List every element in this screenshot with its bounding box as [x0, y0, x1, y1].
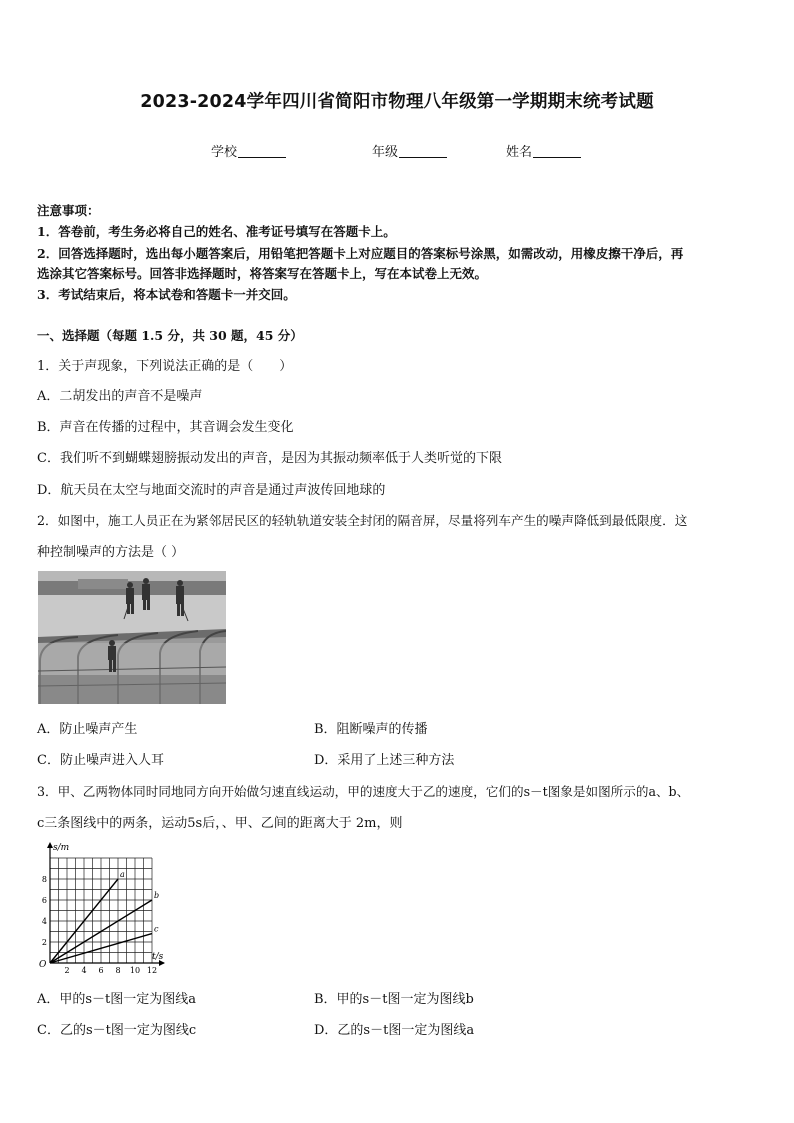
notes-heading: 注意事项：	[37, 203, 100, 218]
school-blank	[238, 144, 286, 158]
x-tick-label: 8	[115, 966, 121, 975]
name-field	[506, 141, 581, 160]
q1-stem: 1．关于声现象，下列说法正确的是（ ）	[37, 359, 293, 374]
x-tick-label: 4	[81, 966, 87, 975]
q3-option-d: D．乙的s－t图一定为图线a	[314, 1023, 475, 1038]
graph-grid	[50, 858, 152, 963]
x-tick-label: 6	[98, 966, 104, 975]
grade-field	[372, 141, 447, 160]
page-title: 2023-2024学年四川省简阳市物理八年级第一学期期末统考试题	[140, 92, 654, 112]
note-item-2-cont: 选涂其它答案标号。回答非选择题时，将答案写在答题卡上，写在本试卷上无效。	[37, 266, 488, 281]
name-blank	[533, 144, 581, 158]
q2-option-b: B．阻断噪声的传播	[314, 722, 428, 737]
q1-option-c: C．我们听不到蝴蝶翅膀振动发出的声音，是因为其振动频率低于人类听觉的下限	[37, 451, 502, 466]
q1-option-a: A．二胡发出的声音不是噪声	[37, 389, 203, 404]
q2-option-a: A．防止噪声产生	[37, 722, 138, 737]
noise-barrier-photo	[38, 571, 226, 704]
grade-blank	[399, 144, 447, 158]
note-item-1: 1．答卷前，考生务必将自己的姓名、准考证号填写在答题卡上。	[37, 224, 396, 239]
q2-option-c: C．防止噪声进入人耳	[37, 753, 164, 768]
x-tick-label: 10	[129, 966, 141, 975]
series-label-b: b	[154, 891, 160, 900]
q3-option-b: B．甲的s－t图一定为图线b	[314, 992, 474, 1007]
y-tick-label: 2	[41, 938, 47, 947]
q2-stem-line1: 2．如图中，施工人员正在为紧邻居民区的轻轨轨道安装全封闭的隔音屏，尽量将列车产生的噪声降低到最低限度．这	[37, 513, 688, 528]
q3-option-c: C．乙的s－t图一定为图线c	[37, 1023, 197, 1038]
x-tick-label: 12	[146, 966, 158, 975]
q3-option-a: A．甲的s－t图一定为图线a	[37, 992, 197, 1007]
q2-option-d: D．采用了上述三种方法	[314, 753, 455, 768]
grade-label: 年级	[372, 145, 399, 160]
y-axis-label: s/m	[53, 843, 70, 853]
section-heading: 一、选择题（每题 1.5 分，共 30 题，45 分）	[37, 328, 303, 343]
x-axis-label: t/s	[152, 952, 164, 962]
y-tick-label: 6	[41, 896, 47, 905]
series-label-c: c	[154, 924, 159, 934]
origin-label: O	[39, 960, 47, 970]
q3-stem-line1: 3．甲、乙两物体同时同地同方向开始做匀速直线运动，甲的速度大于乙的速度，它们的s－t图象是如图所示的a、b、	[37, 784, 690, 799]
s-t-graph	[38, 840, 168, 978]
y-tick-label: 8	[41, 875, 47, 884]
school-label: 学校	[211, 145, 238, 160]
q1-option-b: B．声音在传播的过程中，其音调会发生变化	[37, 420, 294, 435]
graph-series	[50, 870, 159, 963]
x-tick-label: 2	[64, 966, 70, 975]
note-item-3: 3．考试结束后，将本试卷和答题卡一并交回。	[37, 287, 296, 302]
school-field	[211, 141, 286, 160]
q1-option-d: D．航天员在太空与地面交流时的声音是通过声波传回地球的	[37, 483, 386, 498]
q2-stem-line2: 种控制噪声的方法是（ ）	[37, 545, 185, 560]
series-label-a: a	[120, 870, 125, 879]
note-item-2: 2．回答选择题时，选出每小题答案后，用铅笔把答题卡上对应题目的答案标号涂黑，如需改动，用橡皮擦干净后，再	[37, 246, 684, 261]
name-label: 姓名	[506, 145, 533, 160]
y-tick-label: 4	[41, 917, 47, 926]
q3-stem-line2: c三条图线中的两条，运动5s后，、甲、乙间的距离大于 2m，则	[37, 816, 403, 831]
